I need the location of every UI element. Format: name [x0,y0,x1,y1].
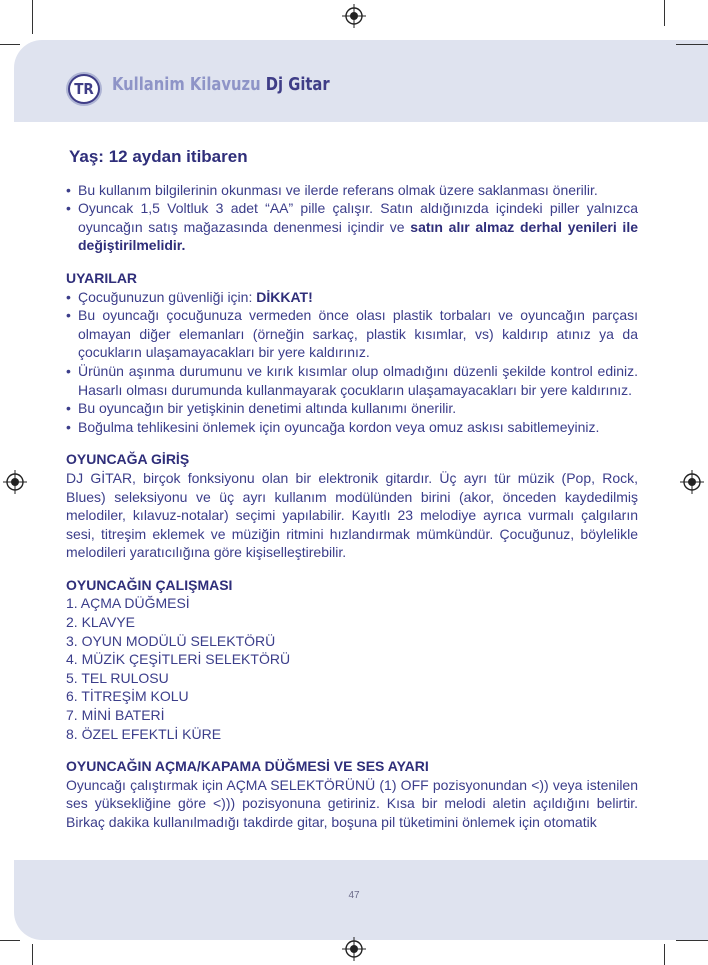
intro-section-heading: OYUNCAĞA GİRİŞ [66,451,190,468]
crop-mark [32,944,33,965]
registration-mark-icon [3,470,27,494]
list-item: 1. AÇMA DÜĞMESİ [66,595,190,612]
warnings-list [66,288,638,437]
crop-mark [0,940,20,941]
list-item: • Bu kullanım bilgilerinin okunması ve ilerde referans olmak üzere saklanması önerilir. [66,181,638,200]
list-item: • Ürünün aşınma durumunu ve kırık kısımlar olup olmadığını düzenli şekilde kontrol ediniz. Hasarlı olması durumunda kullanmayarak çocukların ulaşamayacakları bir yere kaldırınız. [66,362,638,399]
page-number: 47 [348,890,360,901]
list-item: 6. TİTREŞİM KOLU [66,688,189,705]
crop-mark [664,944,665,965]
crop-mark [676,44,708,45]
parts-list [66,594,638,743]
page-title [112,74,330,95]
list-item: 4. MÜZİK ÇEŞİTLERİ SELEKTÖRÜ [66,651,291,668]
operation-heading: OYUNCAĞIN ÇALIŞMASI [66,576,233,593]
manual-content [66,148,638,832]
power-heading: OYUNCAĞIN AÇMA/KAPAMA DÜĞMESİ VE SES AYARI [66,758,429,775]
crop-mark [32,0,33,34]
list-item: 3. OYUN MODÜLÜ SELEKTÖRÜ [66,632,276,649]
language-badge: TR [68,74,100,104]
list-item: • Oyuncak 1,5 Voltluk 3 adet “AA” pille çalışır. Satın aldığınızda içindeki piller yalnızca oyuncağın satış mağazasında denenmesi içindir ve satın alır almaz derhal yenileri ile değiştirilmelidir. [66,199,638,255]
intro-section-text: DJ GİTAR, birçok fonksiyonu olan bir elektronik gitardır. Üç ayrı tür müzik (Pop, Rock, Blues) seleksiyonu ve üç ayrı kullanım modülünden birini (akor, önceden kaydedilmiş melodiler, kılavuz-notalar) seçimi yapılabilir. Kayıtlı 23 melodiye ayrıca vurmalı çalgıların sesi, titreşim eklemek ve müziğin ritmini hızlandırmak mümkündür. Çocuğunuz, böylelikle melodileri yaratıcılığına göre kişiselleştirebilir. [66,469,638,561]
list-item: • Boğulma tehlikesini önlemek için oyuncağa kordon veya omuz askısı sabitlemeyiniz. [66,418,638,437]
registration-mark-icon [680,470,704,494]
power-text: Oyuncağı çalıştırmak için AÇMA SELEKTÖRÜNÜ (1) OFF pozisyonundan <)) veya istenilen ses yüksekliğine göre <))) pozisyonuna getiriniz. Kısa bir melodi aletin açıldığını belirtir. Birkaç dakika kullanılmadığı takdirde gitar, boşuna pil tüketimini önlemek için otomatik [66,776,638,830]
crop-mark [0,44,20,45]
list-item: • Bu oyuncağı çocuğunuza vermeden önce olası plastik torbaları ve oyuncağın parçası olmayan diğer elemanları (örneğin sarkaç, plastik kısımlar, vs) kaldırıp atınız ya da çocukların ulaşamayacakları bir yere kaldırınız. [66,306,638,362]
crop-mark [664,0,665,26]
registration-mark-icon [342,937,366,961]
list-item: 5. TEL RULOSU [66,669,169,686]
warnings-heading: UYARILAR [66,269,138,286]
intro-list [66,181,638,255]
list-item: • Çocuğunuzun güvenliği için: DİKKAT! [66,288,638,307]
list-item: 7. MİNİ BATERİ [66,707,165,724]
list-item: 2. KLAVYE [66,614,136,631]
title-product: Dj Gitar [265,74,330,95]
list-item: • Bu oyuncağın bir yetişkinin denetimi altında kullanımı önerilir. [66,399,638,418]
age-heading: Yaş: 12 aydan itibaren [69,147,248,166]
title-manual: Kullanim Kilavuzu [112,74,261,95]
crop-mark [676,940,708,941]
list-item: 8. ÖZEL EFEKTLİ KÜRE [66,725,222,742]
registration-mark-icon [342,4,366,28]
